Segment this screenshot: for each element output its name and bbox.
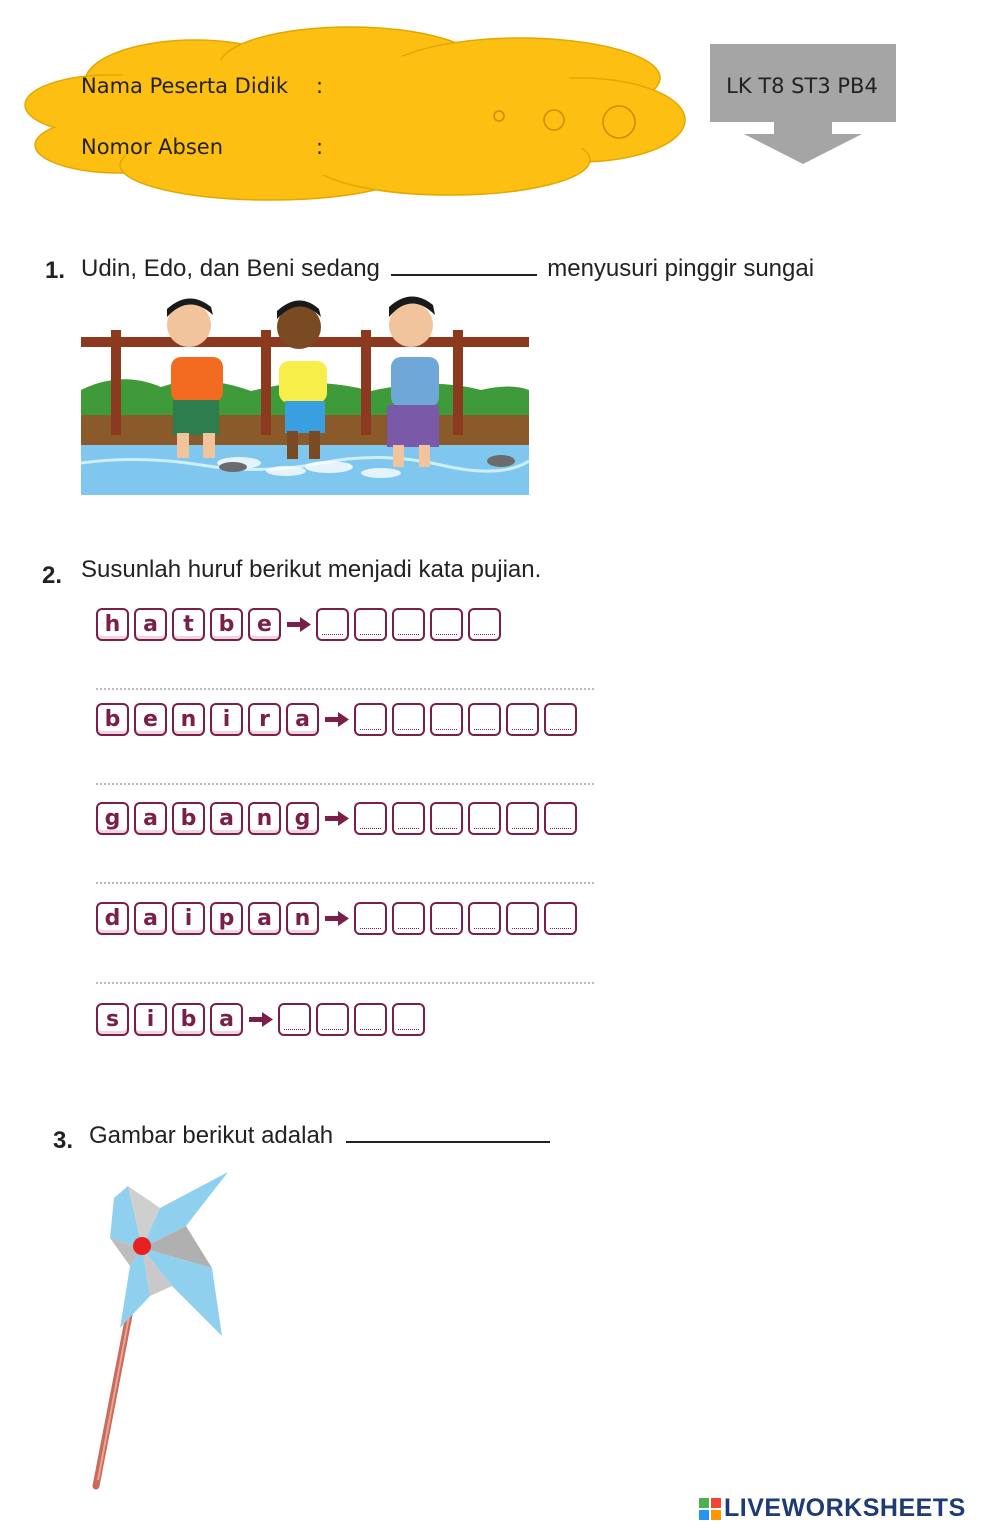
q2-row-5 — [96, 1003, 430, 1036]
answer-box[interactable] — [354, 902, 387, 935]
answer-box[interactable] — [392, 703, 425, 736]
letter-tile: b — [172, 1003, 205, 1036]
right-arrow-icon — [324, 902, 350, 935]
q3-text — [89, 1122, 550, 1150]
q3-number: 3. — [53, 1127, 74, 1154]
name-colon: : — [316, 74, 324, 98]
q3-answer-blank[interactable] — [346, 1141, 550, 1143]
right-arrow-icon — [248, 1003, 274, 1036]
q3-text-label: Gambar berikut adalah — [89, 1122, 334, 1149]
answer-box[interactable] — [354, 802, 387, 835]
letter-tile: b — [96, 703, 129, 736]
kids-river-illustration — [81, 295, 529, 495]
absen-colon: : — [316, 135, 324, 159]
answer-box[interactable] — [430, 802, 463, 835]
answer-box[interactable] — [506, 802, 539, 835]
answer-box[interactable] — [316, 608, 349, 641]
answer-box[interactable] — [354, 1003, 387, 1036]
liveworksheets-logo — [698, 1494, 966, 1523]
answer-box[interactable] — [354, 608, 387, 641]
q1-text — [81, 255, 814, 283]
answer-box[interactable] — [392, 608, 425, 641]
answer-box[interactable] — [392, 1003, 425, 1036]
letter-tile: g — [286, 802, 319, 835]
letter-tile: i — [134, 1003, 167, 1036]
letter-tile: i — [210, 703, 243, 736]
letter-tile: d — [96, 902, 129, 935]
letter-tile: n — [286, 902, 319, 935]
letter-tile: i — [172, 902, 205, 935]
absen-label: Nomor Absen — [81, 135, 224, 159]
letter-tile: t — [172, 608, 205, 641]
answer-box[interactable] — [544, 703, 577, 736]
letter-tile: p — [210, 902, 243, 935]
answer-box[interactable] — [506, 703, 539, 736]
letter-tile: s — [96, 1003, 129, 1036]
q2-text: Susunlah huruf berikut menjadi kata pujian. — [81, 556, 542, 583]
q1-text-before: Udin, Edo, dan Beni sedang — [81, 255, 380, 282]
q2-row-4 — [96, 902, 582, 935]
right-arrow-icon — [324, 703, 350, 736]
letter-tile: a — [248, 902, 281, 935]
row-divider — [96, 982, 594, 984]
q2-row-2 — [96, 703, 582, 736]
q1-number: 1. — [45, 257, 66, 284]
q1-answer-blank[interactable] — [391, 274, 537, 276]
row-divider — [96, 688, 594, 690]
answer-box[interactable] — [506, 902, 539, 935]
answer-box[interactable] — [392, 802, 425, 835]
answer-box[interactable] — [316, 1003, 349, 1036]
letter-tile: e — [134, 703, 167, 736]
letter-tile: b — [172, 802, 205, 835]
row-divider — [96, 882, 594, 884]
q2-row-3 — [96, 802, 582, 835]
code-tag-label: LK T8 ST3 PB4 — [726, 74, 878, 98]
letter-tile: a — [134, 802, 167, 835]
letter-tile: a — [134, 902, 167, 935]
letter-tile: r — [248, 703, 281, 736]
liveworksheets-logo-text: LIVEWORKSHEETS — [724, 1494, 966, 1522]
answer-box[interactable] — [544, 902, 577, 935]
answer-box[interactable] — [430, 608, 463, 641]
letter-tile: h — [96, 608, 129, 641]
header-cloud — [20, 20, 690, 210]
answer-box[interactable] — [468, 802, 501, 835]
right-arrow-icon — [324, 802, 350, 835]
letter-tile: n — [172, 703, 205, 736]
letter-tile: g — [96, 802, 129, 835]
name-label: Nama Peserta Didik — [81, 74, 289, 98]
pinwheel-illustration — [90, 1168, 230, 1493]
letter-tile: b — [210, 608, 243, 641]
row-divider — [96, 783, 594, 785]
answer-box[interactable] — [544, 802, 577, 835]
answer-box[interactable] — [430, 703, 463, 736]
liveworksheets-logo-icon — [698, 1497, 722, 1521]
letter-tile: a — [210, 802, 243, 835]
letter-tile: a — [134, 608, 167, 641]
code-tag-shape — [708, 42, 898, 167]
answer-box[interactable] — [430, 902, 463, 935]
letter-tile: n — [248, 802, 281, 835]
answer-box[interactable] — [468, 703, 501, 736]
answer-box[interactable] — [468, 608, 501, 641]
q2-number: 2. — [42, 562, 63, 589]
answer-box[interactable] — [468, 902, 501, 935]
letter-tile: a — [210, 1003, 243, 1036]
answer-box[interactable] — [278, 1003, 311, 1036]
right-arrow-icon — [286, 608, 312, 641]
answer-box[interactable] — [392, 902, 425, 935]
q2-row-1 — [96, 608, 506, 641]
letter-tile: e — [248, 608, 281, 641]
q1-text-after: menyusuri pinggir sungai — [547, 255, 815, 282]
letter-tile: a — [286, 703, 319, 736]
answer-box[interactable] — [354, 703, 387, 736]
